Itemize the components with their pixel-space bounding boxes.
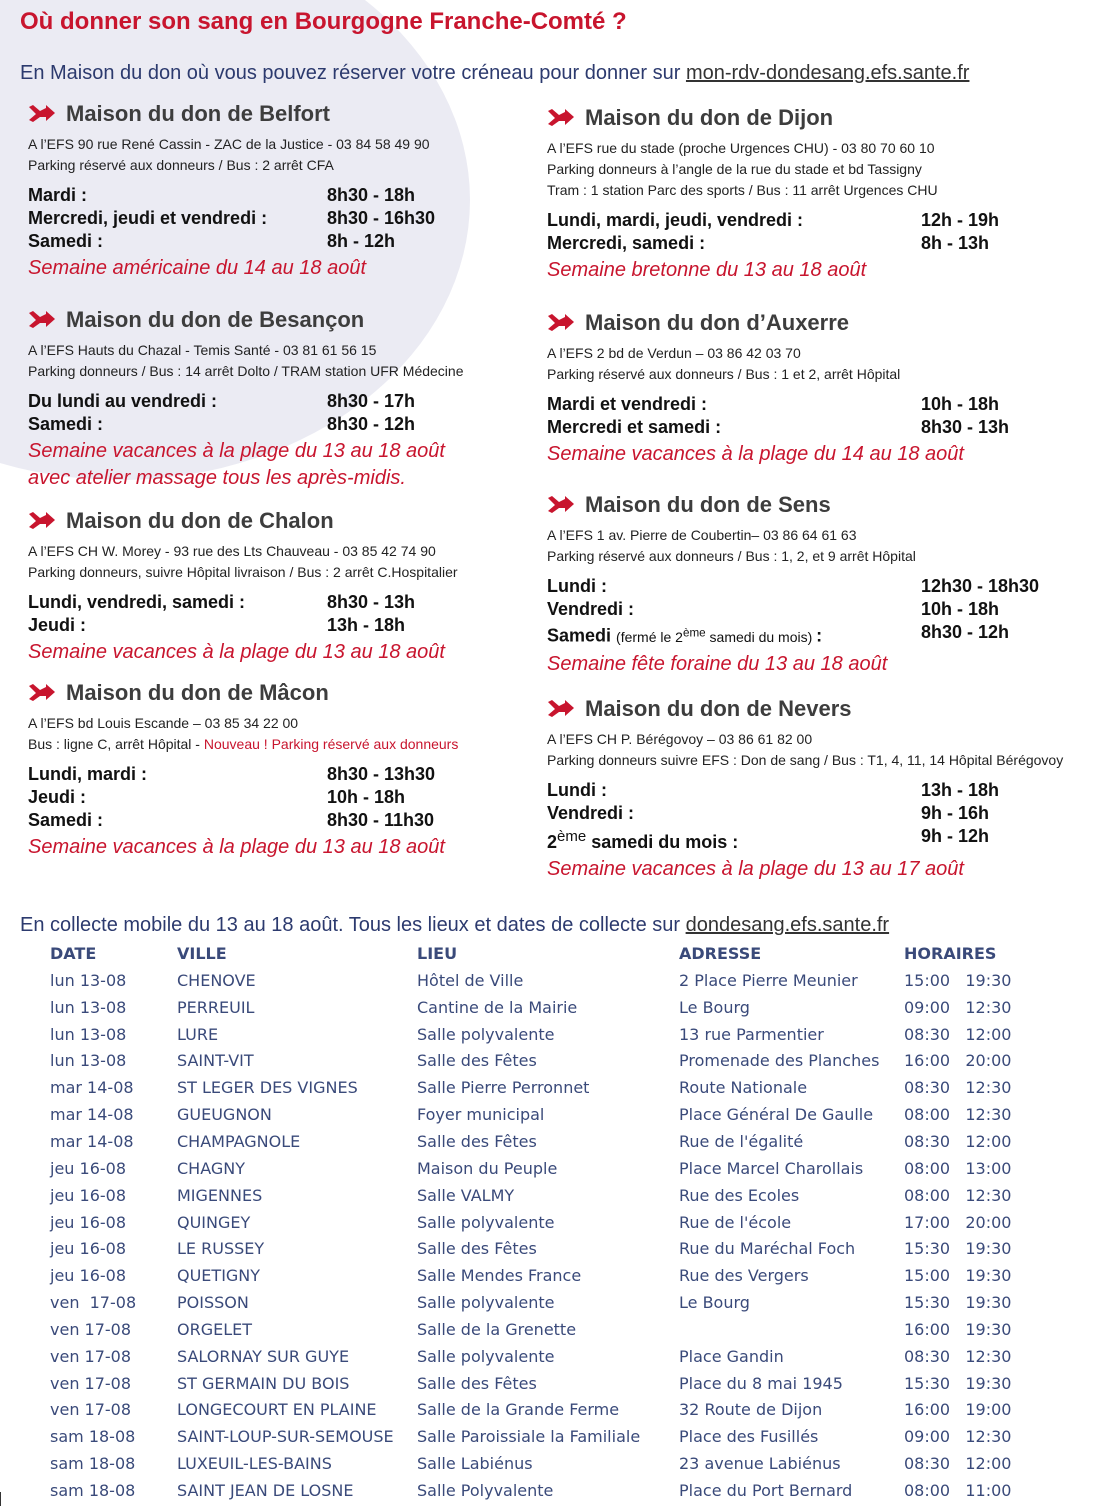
subtitle-text: En Maison du don où vous pouvez réserver votre créneau pour donner sur	[20, 62, 686, 84]
schedule	[28, 763, 528, 832]
center-nevers	[547, 695, 1100, 883]
table-row	[44, 1397, 1050, 1424]
table-cell: 13 rue Parmentier	[679, 1024, 824, 1044]
table-cell: jeu 16-08	[50, 1266, 127, 1286]
page-edge-mark	[0, 1492, 1, 1506]
table-cell: Salle Paroissiale la Familiale	[417, 1427, 641, 1447]
schedule	[547, 575, 1100, 649]
schedule-day: Samedi :	[28, 414, 104, 434]
table-cell: sam 18-08	[50, 1454, 136, 1474]
table-cell: LURE	[177, 1024, 219, 1044]
column-header: ADRESSE	[679, 944, 762, 963]
column-header: HORAIRES	[904, 944, 997, 963]
center-belfort	[28, 100, 528, 282]
center-info	[28, 340, 528, 382]
info-line: A l’EFS rue du stade (proche Urgences CHU) - 03 80 70 60 10	[547, 140, 935, 156]
dondesang-link[interactable]: dondesang.efs.sante.fr	[685, 914, 890, 936]
table-cell: POISSON	[177, 1293, 249, 1313]
table-row	[44, 1370, 1050, 1397]
table-cell: 08:00 11:00	[904, 1480, 1012, 1500]
center-heading	[28, 507, 528, 535]
table-cell: 23 avenue Labiénus	[679, 1454, 841, 1474]
center-info	[28, 713, 528, 755]
table-cell: Salle Polyvalente	[417, 1480, 554, 1500]
schedule-hours: 8h30 - 16h30	[327, 208, 436, 228]
schedule-hours: 12h - 19h	[921, 210, 1000, 230]
table-cell: Le Bourg	[679, 997, 750, 1017]
schedule-hours: 8h30 - 18h	[327, 185, 416, 205]
schedule-hours: 8h30 - 12h	[921, 622, 1010, 642]
schedule-hours: 8h30 - 13h30	[327, 764, 436, 784]
table-cell: Rue du Maréchal Foch	[679, 1239, 856, 1259]
info-line: Parking donneurs suivre EFS : Don de sang / Bus : T1, 4, 11, 14 Hôpital Bérégovoy	[547, 752, 1064, 768]
table-cell: Le Bourg	[679, 1293, 750, 1313]
table-cell: SAINT-VIT	[177, 1051, 254, 1071]
schedule-hours: 13h - 18h	[921, 780, 1000, 800]
schedule-hours: 8h30 - 13h	[921, 417, 1010, 437]
schedule-day: Mercredi et samedi :	[547, 417, 722, 437]
column-header: DATE	[50, 944, 97, 963]
event-line: Semaine vacances à la plage du 13 au 18 août	[28, 641, 445, 663]
table-row	[44, 1101, 1050, 1128]
event-line: Semaine vacances à la plage du 13 au 18 août	[28, 440, 445, 462]
table-cell: lun 13-08	[50, 997, 127, 1017]
note-a: (fermé le 2	[616, 628, 683, 645]
event-text	[547, 441, 1100, 468]
table-row	[44, 1423, 1050, 1450]
table-cell	[673, 1316, 898, 1343]
center-chalon	[28, 507, 528, 666]
table-cell: sam 18-08	[50, 1480, 136, 1500]
table-cell: Rue des Ecoles	[679, 1185, 800, 1205]
table-cell: 09:00 12:30	[904, 1427, 1012, 1447]
event-line: Semaine bretonne du 13 au 18 août	[547, 259, 867, 281]
table-cell: Maison du Peuple	[417, 1158, 558, 1178]
table-row	[44, 1182, 1050, 1209]
center-heading	[547, 104, 1100, 132]
schedule	[28, 184, 528, 253]
subtitle	[20, 62, 969, 85]
center-name: Maison du don de Nevers	[585, 696, 852, 721]
red-arrow-icon	[547, 700, 575, 718]
schedule-day: Mercredi, samedi :	[547, 233, 706, 253]
schedule-row	[547, 416, 1100, 439]
schedule-row	[28, 207, 528, 230]
table-cell: Salle polyvalente	[417, 1293, 555, 1313]
table-cell: 09:00 12:30	[904, 997, 1012, 1017]
info-bus: Bus : ligne C, arrêt Hôpital -	[28, 736, 204, 752]
page-title: Où donner son sang en Bourgogne Franche-Comté ?	[20, 8, 627, 35]
table-cell: sam 18-08	[50, 1427, 136, 1447]
mobile-intro	[20, 914, 889, 937]
table-cell: Place Général De Gaulle	[679, 1105, 874, 1125]
table-cell: lun 13-08	[50, 1024, 127, 1044]
table-body	[44, 967, 1050, 1504]
center-info	[547, 343, 1100, 385]
table-row	[44, 1209, 1050, 1236]
schedule-day: Samedi :	[28, 231, 104, 251]
schedule-row	[547, 209, 1100, 232]
schedule-hours: 9h - 16h	[921, 803, 990, 823]
table-cell: 15:30 19:30	[904, 1293, 1012, 1313]
event-line: Semaine vacances à la plage du 13 au 17 août	[547, 858, 964, 880]
schedule-day: Lundi, vendredi, samedi :	[28, 592, 246, 612]
table-cell: Rue des Vergers	[679, 1266, 809, 1286]
table-cell: Rue de l'école	[679, 1212, 792, 1232]
column-header: VILLE	[177, 944, 227, 963]
table-header-row	[44, 940, 1050, 967]
schedule-row	[547, 598, 1100, 621]
table-cell: Place du Port Bernard	[679, 1480, 853, 1500]
center-name: Maison du don de Besançon	[66, 307, 365, 332]
schedule	[28, 591, 528, 637]
table-cell: Salle de la Grenette	[417, 1319, 577, 1339]
center-name: Maison du don d’Auxerre	[585, 310, 850, 335]
table-cell: lun 13-08	[50, 970, 127, 990]
table-cell: CHAMPAGNOLE	[177, 1131, 301, 1151]
event-text	[28, 834, 528, 861]
table-cell: ven 17-08	[50, 1373, 132, 1393]
table-cell: SAINT-LOUP-SUR-SEMOUSE	[177, 1427, 394, 1447]
table-cell: mar 14-08	[50, 1105, 134, 1125]
red-arrow-icon	[547, 496, 575, 514]
table-cell: ST GERMAIN DU BOIS	[177, 1373, 350, 1393]
mobile-collect-table	[44, 940, 1050, 1504]
table-cell: jeu 16-08	[50, 1212, 127, 1232]
table-cell: Salle de la Grande Ferme	[417, 1400, 620, 1420]
table-cell: LE RUSSEY	[177, 1239, 265, 1259]
second-sat-rest: samedi du mois :	[586, 832, 739, 852]
schedule-row	[28, 184, 528, 207]
center-info	[28, 134, 528, 176]
table-cell: Salle polyvalente	[417, 1346, 555, 1366]
red-arrow-icon	[28, 684, 56, 702]
table-cell: GUEUGNON	[177, 1105, 272, 1125]
schedule-day	[547, 621, 921, 649]
schedule-row	[547, 575, 1100, 598]
table-cell: 2 Place Pierre Meunier	[679, 970, 858, 990]
info-line: Parking donneurs / Bus : 14 arrêt Dolto / TRAM station UFR Médecine	[28, 363, 464, 379]
center-besancon	[28, 306, 528, 492]
table-cell: 08:30 12:30	[904, 1346, 1012, 1366]
schedule-day: Vendredi :	[547, 599, 635, 619]
info-line	[28, 734, 528, 755]
table-cell: QUINGEY	[177, 1212, 251, 1232]
schedule	[28, 390, 528, 436]
event-text	[547, 651, 1100, 678]
table-cell: Salle des Fêtes	[417, 1239, 537, 1259]
red-arrow-icon	[28, 311, 56, 329]
info-line: Parking réservé aux donneurs / Bus : 2 arrêt CFA	[28, 157, 334, 173]
saturday-colon: :	[816, 625, 823, 646]
table-cell: 17:00 20:00	[904, 1212, 1012, 1232]
table-row	[44, 1235, 1050, 1262]
table-cell: 15:30 19:30	[904, 1373, 1012, 1393]
event-line: avec atelier massage tous les après-midis.	[28, 467, 406, 489]
table-cell: Salle des Fêtes	[417, 1373, 537, 1393]
center-auxerre	[547, 309, 1100, 468]
center-heading	[547, 309, 1100, 337]
table-cell: 15:00 19:30	[904, 1266, 1012, 1286]
table-cell: ven 17-08	[50, 1293, 137, 1313]
red-arrow-icon	[547, 109, 575, 127]
info-line: A l’EFS CH W. Morey - 93 rue des Lts Chauveau - 03 85 42 74 90	[28, 543, 436, 559]
event-text	[547, 257, 1100, 284]
table-cell: Hôtel de Ville	[417, 970, 524, 990]
table-cell: Salle des Fêtes	[417, 1051, 537, 1071]
schedule-row	[28, 809, 528, 832]
event-line: Semaine vacances à la plage du 13 au 18 août	[28, 836, 445, 858]
schedule-day: Lundi, mardi, jeudi, vendredi :	[547, 210, 804, 230]
center-dijon	[547, 104, 1100, 284]
saturday-note	[616, 626, 817, 645]
table-cell: Place des Fusillés	[679, 1427, 819, 1447]
event-line: Semaine américaine du 14 au 18 août	[28, 257, 367, 279]
schedule-day: Mardi :	[28, 185, 88, 205]
table-cell: Salle Labiénus	[417, 1454, 533, 1474]
event-text	[28, 438, 528, 492]
schedule-row	[28, 230, 528, 253]
info-line: A l’EFS 1 av. Pierre de Coubertin– 03 86 64 61 63	[547, 527, 857, 543]
center-heading	[28, 679, 528, 707]
table-cell: ORGELET	[177, 1319, 253, 1339]
info-line: A l’EFS Hauts du Chazal - Temis Santé - 03 81 61 56 15	[28, 342, 377, 358]
schedule-day: Mardi et vendredi :	[547, 394, 708, 414]
schedule-row	[547, 802, 1100, 825]
schedule-day: Jeudi :	[28, 615, 87, 635]
table-row	[44, 1048, 1050, 1075]
schedule-day: Du lundi au vendredi :	[28, 391, 218, 411]
schedule-day: Lundi :	[547, 576, 607, 596]
table-cell: Place Gandin	[679, 1346, 784, 1366]
table-cell: Salle Pierre Perronnet	[417, 1078, 590, 1098]
schedule-row	[28, 786, 528, 809]
center-info	[547, 138, 1100, 201]
table-cell: 15:30 19:30	[904, 1239, 1012, 1259]
schedule-row	[547, 779, 1100, 802]
schedule-row	[28, 614, 528, 637]
schedule-day	[547, 825, 921, 854]
info-line: A l’EFS bd Louis Escande – 03 85 34 22 00	[28, 715, 299, 731]
table-row	[44, 1074, 1050, 1101]
event-line: Semaine fête foraine du 13 au 18 août	[547, 652, 888, 675]
center-heading	[28, 306, 528, 334]
schedule	[547, 779, 1100, 854]
event-line: Semaine vacances à la plage du 14 au 18 août	[547, 443, 964, 465]
schedule-hours: 13h - 18h	[327, 615, 406, 635]
table-row	[44, 967, 1050, 994]
event-text	[28, 639, 528, 666]
info-line: A l’EFS 90 rue René Cassin - ZAC de la Justice - 03 84 58 49 90	[28, 136, 430, 152]
mobile-intro-text: En collecte mobile du 13 au 18 août. Tous les lieux et dates de collecte sur	[20, 914, 686, 936]
center-info	[547, 729, 1100, 771]
schedule-hours: 10h - 18h	[921, 599, 1000, 619]
table-row	[44, 1289, 1050, 1316]
table-row	[44, 1262, 1050, 1289]
info-line: Parking donneurs à l’angle de la rue du stade et bd Tassigny	[547, 161, 922, 177]
center-heading	[547, 491, 1100, 519]
table-cell: ven 17-08	[50, 1400, 132, 1420]
note-b: samedi du mois)	[705, 628, 817, 645]
schedule-row	[28, 390, 528, 413]
center-name: Maison du don de Belfort	[66, 101, 330, 126]
table-cell: Foyer municipal	[417, 1105, 545, 1125]
table-cell: 16:00 20:00	[904, 1051, 1012, 1071]
table-row	[44, 1316, 1050, 1343]
center-info	[28, 541, 528, 583]
table-cell: MIGENNES	[177, 1185, 263, 1205]
center-name: Maison du don de Chalon	[66, 508, 334, 533]
schedule-row	[28, 591, 528, 614]
center-sens	[547, 491, 1100, 678]
table-cell: 32 Route de Dijon	[679, 1400, 823, 1420]
schedule-day: Vendredi :	[547, 803, 635, 823]
red-arrow-icon	[28, 105, 56, 123]
table-cell: Place du 8 mai 1945	[679, 1373, 843, 1393]
info-line: Parking donneurs, suivre Hôpital livraison / Bus : 2 arrêt C.Hospitalier	[28, 564, 458, 580]
red-arrow-icon	[28, 512, 56, 530]
table-cell: jeu 16-08	[50, 1158, 127, 1178]
schedule-day: Mercredi, jeudi et vendredi :	[28, 208, 268, 228]
table-row	[44, 1021, 1050, 1048]
table-row	[44, 1155, 1050, 1182]
schedule-row	[547, 232, 1100, 255]
center-heading	[28, 100, 528, 128]
table-cell: 08:30 12:30	[904, 1078, 1012, 1098]
table-cell: Cantine de la Mairie	[417, 997, 578, 1017]
center-macon	[28, 679, 528, 861]
table-cell: ven 17-08	[50, 1346, 132, 1366]
schedule-day: Lundi, mardi :	[28, 764, 147, 784]
table-cell: 08:00 12:30	[904, 1185, 1012, 1205]
new-parking-notice: Nouveau ! Parking réservé aux donneurs	[203, 736, 459, 752]
saturday-label: Samedi	[547, 625, 612, 646]
schedule-hours: 9h - 12h	[921, 826, 990, 846]
center-info	[547, 525, 1100, 567]
schedule	[547, 393, 1100, 439]
table-cell: SALORNAY SUR GUYE	[177, 1346, 350, 1366]
schedule-day: Jeudi :	[28, 787, 87, 807]
schedule-hours: 10h - 18h	[327, 787, 406, 807]
table-cell: SAINT JEAN DE LOSNE	[177, 1480, 354, 1500]
schedule-row	[547, 621, 1100, 649]
event-text	[28, 255, 528, 282]
table-cell: Salle polyvalente	[417, 1212, 555, 1232]
table-cell: Place Marcel Charollais	[679, 1158, 864, 1178]
table-row	[44, 994, 1050, 1021]
table-row	[44, 1450, 1050, 1477]
table-cell: LONGECOURT EN PLAINE	[177, 1400, 377, 1420]
schedule-hours: 8h30 - 12h	[327, 414, 416, 434]
schedule-row	[547, 825, 1100, 854]
info-line: A l’EFS CH P. Bérégovoy – 03 86 61 82 00	[547, 731, 813, 747]
table-row	[44, 1343, 1050, 1370]
schedule-hours: 8h30 - 11h30	[327, 810, 435, 830]
table-cell: CHENOVE	[177, 970, 256, 990]
table-cell: Rue de l'égalité	[679, 1131, 804, 1151]
info-line: Parking réservé aux donneurs / Bus : 1, 2, et 9 arrêt Hôpital	[547, 548, 916, 564]
table-cell: Salle des Fêtes	[417, 1131, 537, 1151]
second-sat-num: 2	[547, 832, 558, 852]
center-name: Maison du don de Dijon	[585, 105, 834, 130]
table-cell: ST LEGER DES VIGNES	[177, 1078, 358, 1098]
table-cell: 08:00 13:00	[904, 1158, 1012, 1178]
table-cell: CHAGNY	[177, 1158, 246, 1178]
schedule-row	[28, 763, 528, 786]
table-cell: mar 14-08	[50, 1131, 134, 1151]
table-cell: 16:00 19:30	[904, 1319, 1012, 1339]
schedule-hours: 12h30 - 18h30	[921, 576, 1040, 596]
table-cell: Salle VALMY	[417, 1185, 515, 1205]
table-cell: LUXEUIL-LES-BAINS	[177, 1454, 332, 1474]
table-cell: Promenade des Planches	[679, 1051, 880, 1071]
table-cell: 08:30 12:00	[904, 1454, 1012, 1474]
table-row	[44, 1477, 1050, 1504]
table-cell: ven 17-08	[50, 1319, 132, 1339]
center-name: Maison du don de Mâcon	[66, 680, 329, 705]
column-header: LIEU	[417, 944, 458, 963]
schedule-row	[547, 393, 1100, 416]
table-cell: PERREUIL	[177, 997, 255, 1017]
schedule-day: Samedi :	[28, 810, 104, 830]
table-row	[44, 1128, 1050, 1155]
table-cell: jeu 16-08	[50, 1239, 127, 1259]
second-sat-sup: ème	[557, 828, 587, 845]
schedule-hours: 8h30 - 13h	[327, 592, 416, 612]
table-cell: 16:00 19:00	[904, 1400, 1012, 1420]
schedule-hours: 8h - 13h	[921, 233, 990, 253]
table-cell: Salle polyvalente	[417, 1024, 555, 1044]
table-cell: lun 13-08	[50, 1051, 127, 1071]
info-line: A l’EFS 2 bd de Verdun – 03 86 42 03 70	[547, 345, 801, 361]
event-text	[547, 856, 1100, 883]
table-cell: 08:30 12:00	[904, 1131, 1012, 1151]
center-name: Maison du don de Sens	[585, 492, 831, 517]
table-cell: jeu 16-08	[50, 1185, 127, 1205]
info-line: Tram : 1 station Parc des sports / Bus : 11 arrêt Urgences CHU	[547, 182, 938, 198]
red-arrow-icon	[547, 314, 575, 332]
table-cell: mar 14-08	[50, 1078, 134, 1098]
info-line: Parking réservé aux donneurs / Bus : 1 et 2, arrêt Hôpital	[547, 366, 901, 382]
schedule-hours: 10h - 18h	[921, 394, 1000, 414]
table-cell: 08:00 12:30	[904, 1105, 1012, 1125]
schedule-hours: 8h - 12h	[327, 231, 396, 251]
schedule-day: Lundi :	[547, 780, 607, 800]
table-cell: 15:00 19:30	[904, 970, 1012, 990]
schedule	[547, 209, 1100, 255]
table-cell: Route Nationale	[679, 1078, 808, 1098]
note-sup: ème	[682, 626, 706, 639]
schedule-hours: 8h30 - 17h	[327, 391, 416, 411]
table-cell: 08:30 12:00	[904, 1024, 1012, 1044]
table-cell: QUETIGNY	[177, 1266, 261, 1286]
center-heading	[547, 695, 1100, 723]
rdv-link[interactable]: mon-rdv-dondesang.efs.sante.fr	[685, 62, 970, 84]
schedule-row	[28, 413, 528, 436]
table-cell: Salle Mendes France	[417, 1266, 582, 1286]
